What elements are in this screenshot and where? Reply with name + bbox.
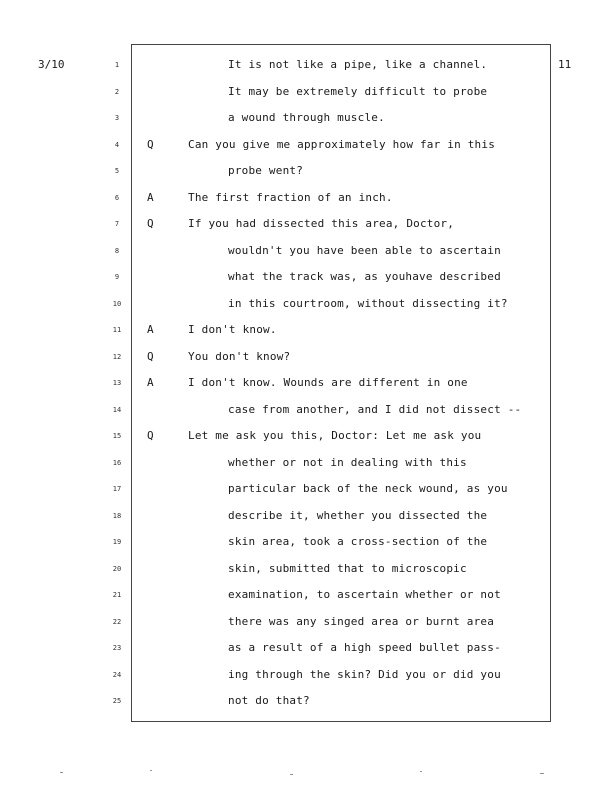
scan-speck: [420, 771, 422, 772]
scan-speck: [290, 774, 293, 775]
line-number: 13: [112, 379, 122, 387]
line-number: 17: [112, 485, 122, 493]
transcript-line: If you had dissected this area, Doctor,: [188, 217, 455, 230]
transcript-line: not do that?: [228, 694, 310, 707]
transcript-line: It is not like a pipe, like a channel.: [228, 58, 488, 71]
line-number: 12: [112, 352, 122, 361]
transcript-line: skin area, took a cross-section of the: [228, 535, 488, 548]
transcript-line: skin, submitted that to microscopic: [228, 561, 467, 575]
transcript-line: particular back of the neck wound, as you: [228, 482, 508, 495]
speaker-label: Q: [147, 137, 154, 151]
line-number: 9: [114, 273, 120, 281]
line-number: 16: [112, 458, 122, 467]
transcript-line: case from another, and I did not dissect --: [228, 402, 522, 416]
page-number: 11: [558, 58, 572, 71]
line-number: 11: [112, 326, 122, 334]
line-number: 14: [112, 405, 122, 414]
line-number: 18: [112, 511, 122, 520]
transcript-line: examination, to ascertain whether or not: [228, 588, 501, 601]
transcript-line: describe it, whether you dissected the: [228, 508, 488, 522]
transcript-line: wouldn't you have been able to ascertain: [228, 243, 501, 257]
line-number: 25: [112, 697, 122, 705]
line-number: 24: [112, 670, 122, 679]
line-number: 15: [112, 432, 122, 440]
line-number: 1: [114, 61, 120, 69]
transcript-line: It may be extremely difficult to probe: [228, 84, 488, 98]
transcript-line: in this courtroom, without dissecting it?: [228, 296, 508, 310]
scan-speck: [60, 772, 63, 773]
line-number: 6: [114, 193, 120, 202]
line-number: 21: [112, 591, 122, 599]
transcript-line: I don't know. Wounds are different in one: [188, 376, 468, 389]
transcript-line: The first fraction of an inch.: [188, 190, 393, 204]
line-number: 4: [114, 140, 120, 149]
line-number: 7: [114, 220, 120, 228]
speaker-label: Q: [147, 429, 154, 442]
line-number: 20: [112, 564, 122, 573]
line-number: 8: [114, 246, 120, 255]
transcript-line: whether or not in dealing with this: [228, 455, 467, 469]
line-number: 2: [114, 87, 120, 96]
page-label: 3/10: [38, 58, 65, 71]
speaker-label: Q: [147, 349, 154, 363]
transcript-line: Can you give me approximately how far in this: [188, 137, 496, 151]
transcript-line: probe went?: [228, 164, 304, 177]
transcript-line: as a result of a high speed bullet pass-: [228, 641, 501, 654]
transcript-line: ing through the skin? Did you or did you: [228, 667, 501, 681]
speaker-label: Q: [147, 217, 154, 230]
transcript-line: Let me ask you this, Doctor: Let me ask you: [188, 429, 482, 442]
line-number: 19: [112, 538, 122, 546]
line-number: 10: [112, 299, 122, 308]
transcript-line: You don't know?: [188, 349, 291, 363]
speaker-label: A: [147, 376, 154, 389]
scan-speck: [150, 770, 152, 771]
speaker-label: A: [147, 190, 154, 204]
transcript-line: what the track was, as youhave described: [228, 270, 501, 283]
speaker-label: A: [147, 323, 154, 336]
transcript-line: I don't know.: [188, 323, 277, 336]
line-number: 23: [112, 644, 122, 652]
line-number: 22: [112, 617, 122, 626]
line-number: 3: [114, 114, 120, 122]
scan-speck: [540, 773, 544, 774]
transcript-line: a wound through muscle.: [228, 111, 385, 124]
transcript-line: there was any singed area or burnt area: [228, 614, 495, 628]
line-number: 5: [114, 167, 120, 175]
